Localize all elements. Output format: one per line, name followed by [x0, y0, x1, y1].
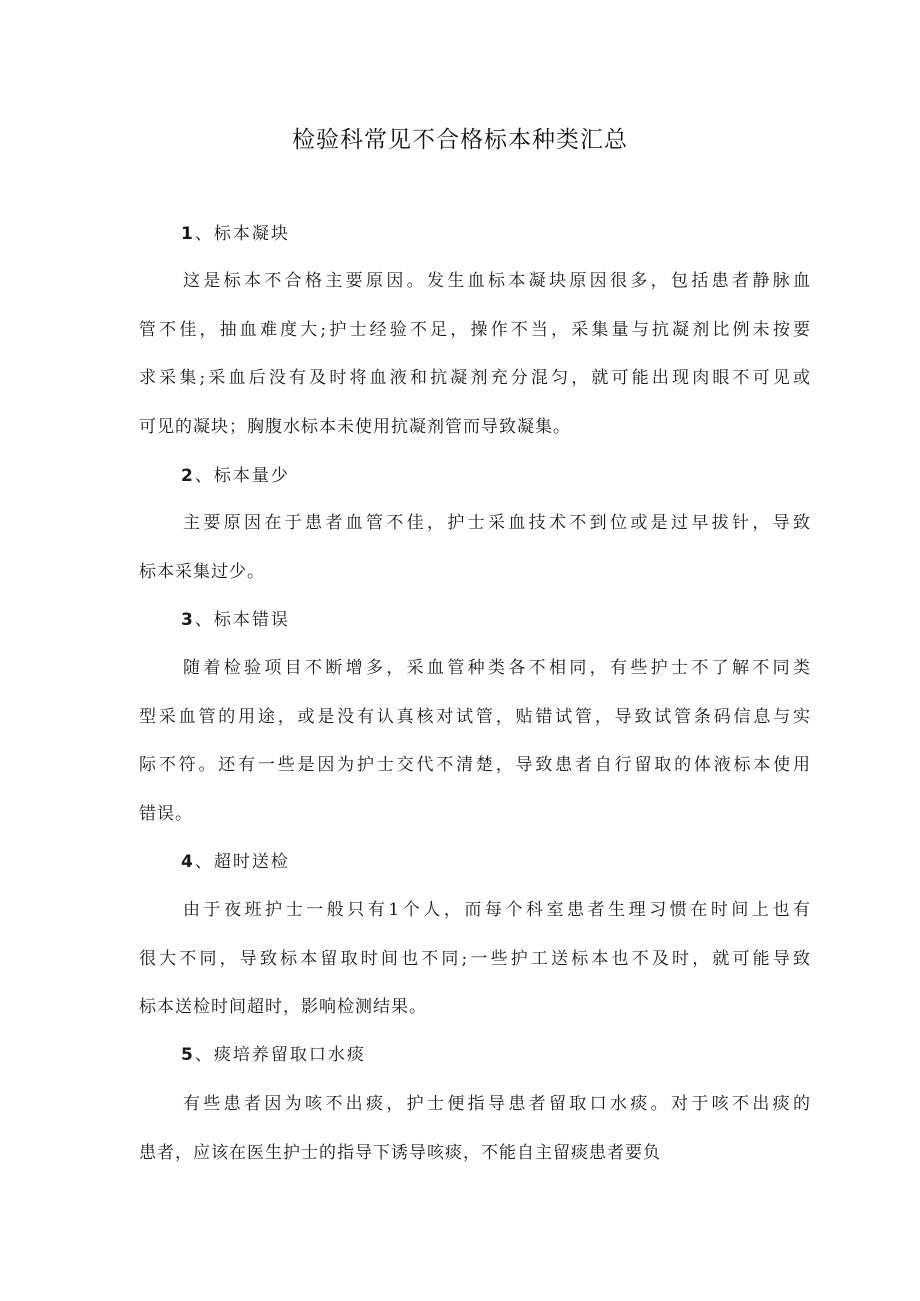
- section-paragraph-1: [139, 257, 811, 451]
- section-paragraph-5: [139, 1080, 811, 1177]
- section-number: 5: [181, 1045, 193, 1065]
- section-paragraph-2: [139, 499, 811, 596]
- paragraph-line: 这是标本不合格主要原因。发生血标本凝块原因很多，包括患者静脉血: [183, 271, 811, 291]
- section-paragraph-3: [139, 644, 811, 838]
- section-heading-5: [181, 1041, 366, 1069]
- section-title: 、标本错误: [194, 610, 290, 630]
- paragraph-line: 主要原因在于患者血管不佳，护士采血技术不到位或是过早拔针，导致: [183, 513, 811, 533]
- section-heading-4: [181, 848, 290, 876]
- section-number: 2: [181, 466, 193, 486]
- section-title: 、标本量少: [194, 466, 290, 486]
- paragraph-line: 由于夜班护士一般只有1个人，而每个科室患者生理习惯在时间上也有: [183, 900, 811, 920]
- paragraph-line: 管不佳，抽血难度大;护士经验不足，操作不当，采集量与抗凝剂比例未按要: [139, 319, 811, 340]
- section-number: 4: [181, 852, 193, 872]
- section-title: 、痰培养留取口水痰: [194, 1045, 366, 1065]
- section-title: 、标本凝块: [194, 224, 290, 244]
- paragraph-line: 有些患者因为咳不出痰，护士便指导患者留取口水痰。对于咳不出痰的: [183, 1094, 811, 1114]
- paragraph-line: 型采血管的用途，或是没有认真核对试管，贴错试管，导致试管条码信息与实: [139, 706, 811, 727]
- paragraph-line: 标本采集过少。: [139, 561, 265, 582]
- paragraph-line: 随着检验项目不断增多，采血管种类各不相同，有些护士不了解不同类: [183, 658, 811, 678]
- section-heading-1: [181, 220, 290, 248]
- section-number: 3: [181, 610, 193, 630]
- document-title: 检验科常见不合格标本种类汇总: [292, 127, 628, 153]
- paragraph-line: 可见的凝块；胸腹水标本未使用抗凝剂管而导致凝集。: [139, 416, 571, 437]
- paragraph-line: 很大不同，导致标本留取时间也不同;一些护工送标本也不及时，就可能导致: [139, 948, 811, 969]
- section-heading-3: [181, 606, 290, 634]
- paragraph-line: 际不符。还有一些是因为护士交代不清楚，导致患者自行留取的体液标本使用: [139, 755, 811, 775]
- paragraph-line: 错误。: [139, 803, 193, 824]
- section-heading-2: [181, 462, 290, 490]
- paragraph-line: 求采集;采血后没有及时将血液和抗凝剂充分混匀，就可能出现肉眼不可见或: [139, 368, 811, 388]
- section-number: 1: [181, 224, 193, 244]
- section-title: 、超时送检: [194, 852, 290, 872]
- paragraph-line: 患者，应该在医生护士的指导下诱导咳痰，不能自主留痰患者要负: [139, 1142, 661, 1163]
- section-paragraph-4: [139, 886, 811, 1032]
- paragraph-line: 标本送检时间超时，影响检测结果。: [139, 997, 427, 1017]
